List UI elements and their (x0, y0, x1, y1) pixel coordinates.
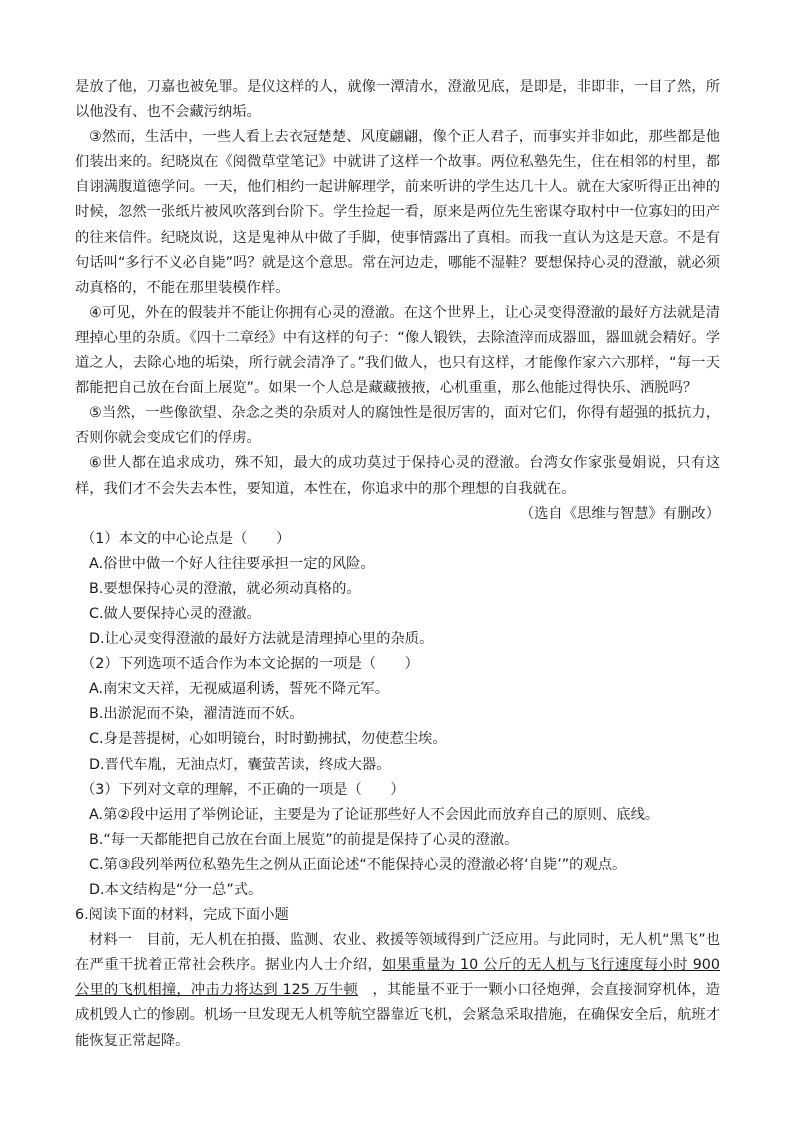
question-6-heading: 6.阅读下面的材料，完成下面小题 (75, 907, 289, 924)
paragraph-4: ④可见，外在的假装并不能让你拥有心灵的澄澈。在这个世界上，让心灵变得澄澈的最好方法就是清理掉心里的杂质。《四十二章经》中有这样的句子：“像人锻铁，去除渣滓而成器皿，器皿就会精好。学道之人，去除心地的垢染，所行就会清净了。”我们做人，也只有这样，才能像作家六六那样，“每一天都能把自己放在台面上展览”。如果一个人总是藏藏掖掖，心机重重，那么他能过得快乐、洒脱吗？ (75, 304, 720, 397)
paragraph-6: ⑥世人都在追求成功，殊不知，最大的成功莫过于保持心灵的澄澈。台湾女作家张曼娟说，只有这样，我们才不会失去本性，要知道，本性在，你追求中的那个理想的自我就在。 (75, 455, 720, 497)
question-3 (75, 778, 720, 903)
option-d: D.本文结构是“分一总”式。 (89, 882, 263, 898)
option-c: C.第③段列举两位私塾先生之例从正面论述“不能保持心灵的澄澈必将‘自毙’”的观点。 (89, 856, 627, 873)
source-citation: （选自《思维与智慧》有删改） (519, 505, 720, 522)
question-1 (75, 527, 720, 652)
option-a: A.南宋文天祥，无视威逼利诱，誓死不降元军。 (89, 681, 390, 698)
option-a: A.第②段中运用了举例论证，主要是为了论证那些好人不会因此而放弃自己的原则、底线。 (89, 806, 660, 823)
question-stem: （1）本文的中心论点是（ ） (81, 530, 291, 547)
material-one (75, 928, 720, 1053)
option-c: C.做人要保持心灵的澄澈。 (89, 605, 261, 622)
material-text-after: ，其能量不亚于一颗小口径炮弹，会直接洞穿机体，造成机毁人亡的惨剧。机场一旦发现无人机等航空器靠近飞机，会紧急采取措施，在确保安全后，航班才能恢复正常起降。 (75, 982, 720, 1049)
option-c: C.身是菩提树，心如明镜台，时时勤拂拭，勿使惹尘埃。 (89, 731, 447, 748)
option-b: B.要想保持心灵的澄澈，就必须动真格的。 (89, 580, 361, 597)
passage-continued (75, 75, 720, 1054)
option-d: D.晋代车胤，无油点灯，囊萤苦读，终成大器。 (89, 756, 391, 773)
paragraph-intro: 是放了他，刀嘉也被免罪。是仪这样的人，就像一潭清水，澄澈见底，是即是，非即非，一目了然，所以他没有、也不会藏污纳垢。 (75, 79, 720, 121)
option-a: A.俗世中做一个好人往往要承担一定的风险。 (89, 555, 375, 572)
option-b: B.出淤泥而不染，濯清涟而不妖。 (89, 706, 304, 723)
option-b: B.“每一天都能把自己放在台面上展览”的前提是保持了心灵的澄澈。 (89, 831, 519, 848)
question-stem: （3）下列对文章的理解，不正确的一项是（ ） (81, 781, 405, 798)
question-stem: （2）下列选项不适合作为本文论据的一项是（ ） (81, 656, 419, 673)
paragraph-5: ⑤当然，一些像欲望、杂念之类的杂质对人的腐蚀性是很厉害的，面对它们，你得有超强的抵抗力，否则你就会变成它们的俘虏。 (75, 405, 720, 447)
material-text-before: 材料一 目前，无人机在拍摄、监测、农业、救援等领域得到广泛应用。与此同时，无人机“黑飞”也在严重干扰着正常社会秩序。据业内人士介绍， (75, 932, 720, 974)
material-underlined-text: 如果重量为 10 公斤的无人机与飞行速度每小时 900 公里的飞机相撞，冲击力将达到 125 万牛顿 (75, 957, 720, 999)
paragraph-3: ③然而，生活中，一些人看上去衣冠楚楚、风度翩翩，像个正人君子，而事实并非如此，那些都是他们装出来的。纪晓岚在《阅微草堂笔记》中就讲了这样一个故事。两位私塾先生，住在相邻的村里，都自诩满腹道德学问。一天，他们相约一起讲解理学，前来听讲的学生达几十人。就在大家听得正出神的时候，忽然一张纸片被风吹落到台阶下。学生捡起一看，原来是两位先生密谋夺取村中一位寡妇的田产的往来信件。纪晓岚说，这是鬼神从中做了手脚，使事情露出了真相。而我一直认为这是天意。不是有句话叫“多行不义必自毙”吗？就是这个意思。常在河边走，哪能不湿鞋？要想保持心灵的澄澈，就必须动真格的，不能在那里装模作样。 (75, 129, 720, 296)
option-d: D.让心灵变得澄澈的最好方法就是清理掉心里的杂质。 (89, 631, 434, 648)
question-2 (75, 652, 720, 777)
